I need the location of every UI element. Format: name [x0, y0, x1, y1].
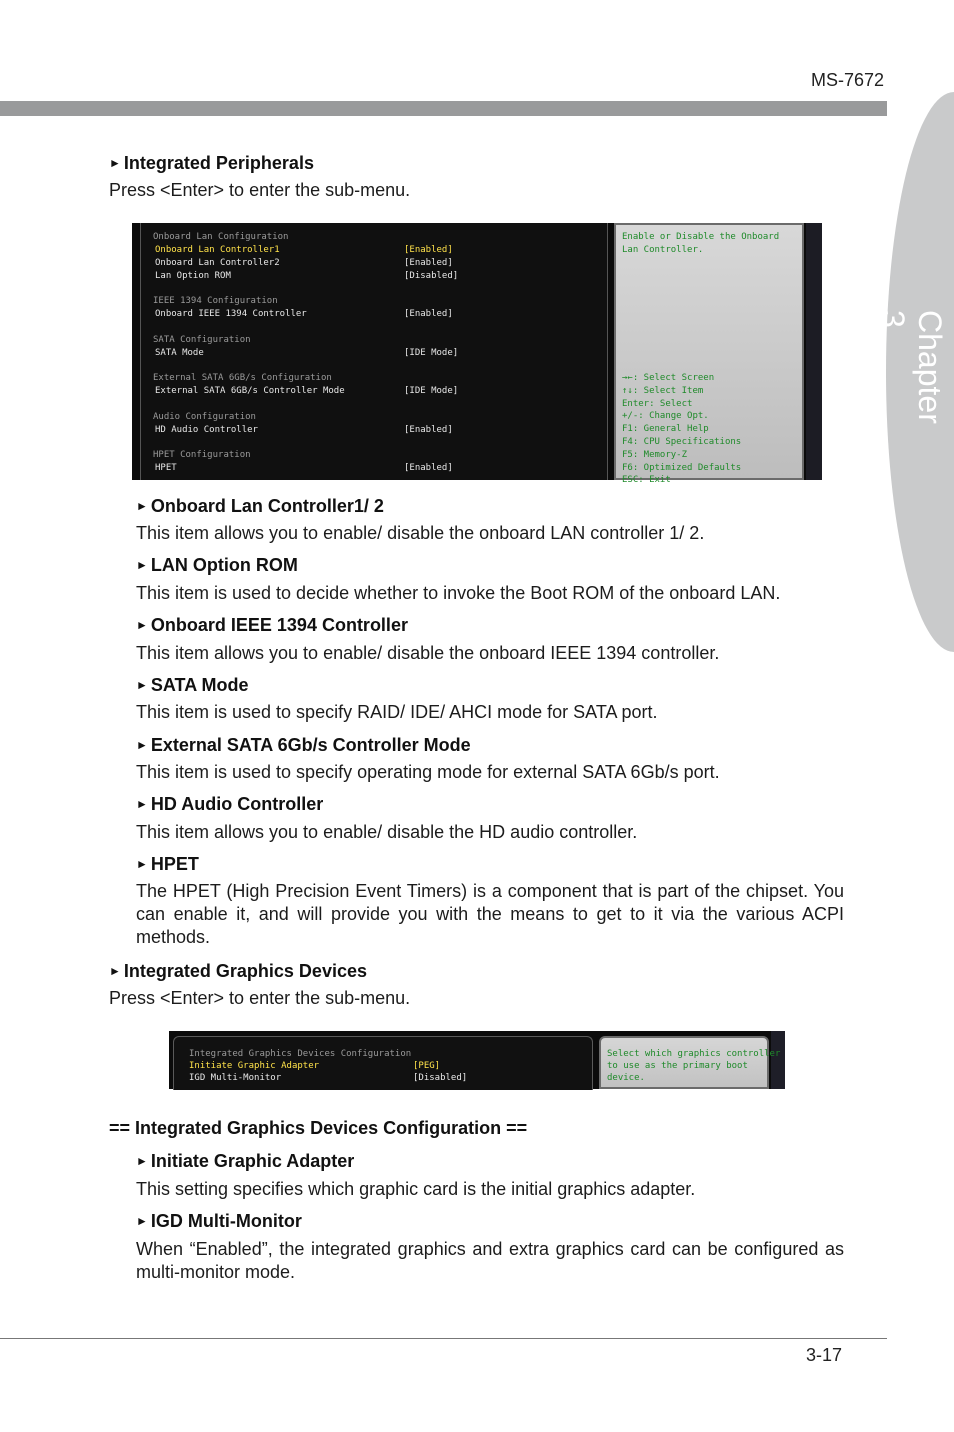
bios-help-text: to use as the primary boot [607, 1061, 748, 1071]
bios-option-label: SATA Mode [155, 348, 204, 358]
heading-lan-option-rom [136, 555, 298, 576]
bios-help-text: Lan Controller. [622, 245, 704, 255]
paragraph: This setting specifies which graphic card is the initial graphics adapter. [136, 1179, 696, 1199]
bios-option-label: Initiate Graphic Adapter [189, 1061, 320, 1071]
paragraph: When “Enabled”, the integrated graphics and extra graphics card can be configured as multi-monitor mode. [136, 1239, 844, 1282]
paragraph: This item allows you to enable/ disable the onboard LAN controller 1/ 2. [136, 523, 705, 543]
bios-option-label: Onboard Lan Controller2 [155, 258, 280, 268]
bios-key-hint: F5: Memory-Z [622, 449, 688, 460]
heading-text: SATA Mode [150, 675, 249, 695]
bios-option-label: HPET Configuration [153, 450, 251, 460]
bios-option-label: Integrated Graphics Devices Configuration [189, 1049, 412, 1059]
bios-option-value: [Disabled] [404, 271, 459, 281]
paragraph: This item is used to decide whether to invoke the Boot ROM of the onboard LAN. [136, 583, 781, 603]
heading-text: Initiate Graphic Adapter [150, 1151, 355, 1171]
heading-text: LAN Option ROM [150, 555, 298, 575]
bios-screen-edge [771, 1031, 785, 1089]
bios-option-label: Onboard IEEE 1394 Controller [155, 309, 307, 319]
bios-key-hint: F1: General Help [622, 424, 709, 435]
heading-text: Onboard IEEE 1394 Controller [150, 615, 408, 635]
heading-text: External SATA 6Gb/s Controller Mode [150, 735, 471, 755]
heading-text: HD Audio Controller [150, 794, 324, 814]
triangle-bullet-icon: ► [109, 964, 121, 978]
bios-option-value: [Enabled] [404, 463, 453, 473]
bios-key-hint: +/-: Change Opt. [622, 411, 709, 422]
bios-option-label: IEEE 1394 Configuration [153, 296, 278, 306]
heading-integrated-graphics [109, 961, 367, 982]
triangle-bullet-icon: ► [109, 156, 121, 170]
heading-hpet [136, 854, 199, 875]
bios-option-label: Onboard Lan Configuration [153, 232, 289, 242]
heading-text: IGD Multi-Monitor [150, 1211, 302, 1231]
heading-lan-controller [136, 496, 384, 517]
heading-ieee1394 [136, 615, 408, 636]
triangle-bullet-icon: ► [136, 558, 148, 572]
bios-help-text: device. [607, 1073, 645, 1083]
heading-igd-multi-monitor [136, 1211, 302, 1232]
bios-option-label: Audio Configuration [153, 412, 256, 422]
triangle-bullet-icon: ► [136, 1214, 148, 1228]
heading-integrated-peripherals [109, 153, 314, 174]
bios-option-label: HPET [155, 463, 177, 473]
triangle-bullet-icon: ► [136, 678, 148, 692]
paragraph: This item is used to specify operating mode for external SATA 6Gb/s port. [136, 762, 720, 782]
triangle-bullet-icon: ► [136, 618, 148, 632]
bios-key-hint: →←: Select Screen [622, 373, 715, 383]
heading-initiate-graphic [136, 1151, 354, 1172]
paragraph: Press <Enter> to enter the sub-menu. [109, 180, 411, 200]
triangle-bullet-icon: ► [136, 1154, 148, 1168]
bios-key-hint: ESC: Exit [622, 475, 671, 486]
bios-option-value: [Disabled] [413, 1073, 468, 1083]
bios-option-label: External SATA 6GB/s Controller Mode [155, 386, 345, 396]
bios-option-label: IGD Multi-Monitor [189, 1073, 282, 1083]
heading-text: Integrated Peripherals [123, 153, 314, 173]
heading-text: Integrated Graphics Devices [123, 961, 367, 981]
triangle-bullet-icon: ► [136, 797, 148, 811]
bios-option-label: SATA Configuration [153, 335, 251, 345]
bios-help-text: Enable or Disable the Onboard [622, 232, 780, 242]
bios-help-text: Select which graphics controller [607, 1049, 781, 1059]
paragraph: The HPET (High Precision Event Timers) is a component that is part of the chipset. You can enable it, and will provide you with the means to get to it via the various ACPI methods. [136, 881, 844, 947]
bios-option-value: [Enabled] [404, 309, 453, 319]
page-number: 3-17 [806, 1345, 843, 1365]
paragraph: This item allows you to enable/ disable the HD audio controller. [136, 822, 638, 842]
header-bar [0, 101, 887, 116]
bios-key-hint: ↑↓: Select Item [622, 385, 704, 396]
heading-sata-mode [136, 675, 249, 696]
bios-screen-edge [806, 223, 822, 480]
paragraph: This item is used to specify RAID/ IDE/ AHCI mode for SATA port. [136, 702, 658, 722]
bios-option-label: Lan Option ROM [155, 271, 231, 281]
paragraph: Press <Enter> to enter the sub-menu. [109, 988, 411, 1008]
heading-text: Onboard Lan Controller1/ 2 [150, 496, 384, 516]
triangle-bullet-icon: ► [136, 857, 148, 871]
bios-option-value: [PEG] [413, 1061, 441, 1071]
triangle-bullet-icon: ► [136, 738, 148, 752]
heading-hd-audio [136, 794, 323, 815]
paragraph: This item allows you to enable/ disable the onboard IEEE 1394 controller. [136, 643, 720, 663]
bios-option-label: External SATA 6GB/s Configuration [153, 373, 332, 383]
triangle-bullet-icon: ► [136, 499, 148, 513]
heading-text: HPET [150, 854, 199, 874]
bios-screenshot-graphics [169, 1031, 785, 1089]
bios-option-value: [IDE Mode] [404, 348, 459, 358]
bios-option-value: [Enabled] [404, 245, 453, 255]
footer-rule [0, 1338, 887, 1339]
bios-option-label: Onboard Lan Controller1 [155, 245, 280, 255]
bios-option-value: [Enabled] [404, 425, 453, 435]
chapter-tab-label: Chapter 3 [875, 310, 948, 424]
bios-key-hint: Enter: Select [622, 398, 693, 409]
bios-option-value: [IDE Mode] [404, 386, 459, 396]
bios-key-hint: F6: Optimized Defaults [622, 462, 742, 473]
bios-option-value: [Enabled] [404, 258, 453, 268]
heading-external-sata [136, 735, 471, 756]
model-number: MS-7672 [810, 70, 884, 90]
bios-screenshot-peripherals [132, 223, 822, 486]
heading-igd-configuration: == Integrated Graphics Devices Configuration == [109, 1118, 528, 1138]
bios-key-hint: F4: CPU Specifications [622, 437, 742, 447]
bios-option-label: HD Audio Controller [155, 425, 258, 435]
